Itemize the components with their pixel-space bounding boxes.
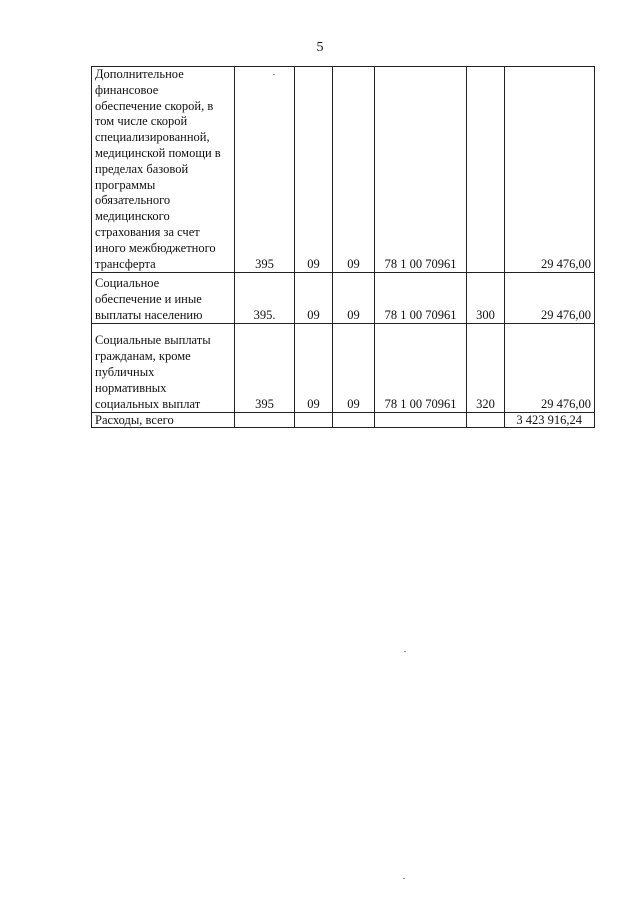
row-col2-cell: 09 [295,324,333,413]
row-col1-cell [235,413,295,428]
row-col2-cell [295,413,333,428]
row-amount-cell: 29 476,00 [505,67,595,273]
row-col2-cell: 09 [295,67,333,273]
scan-speck [404,651,406,652]
row-col5-cell [467,67,505,273]
row-col1-cell: 395 [235,67,295,273]
row-name-cell: Дополнительное финансовое обеспечение скорой, в том числе скорой специализированной, медицинской помощи в пределах базовой программы обязательного медицинского страхования за счет иного межбюджетного трансферта [92,67,235,273]
table-row [92,67,595,273]
row-col3-cell: 09 [333,324,375,413]
row-col5-cell: 300 [467,273,505,324]
scan-speck [273,74,275,75]
row-col3-cell [333,413,375,428]
row-amount-cell: 29 476,00 [505,324,595,413]
scan-speck [403,878,405,879]
row-col2-cell: 09 [295,273,333,324]
table-row [92,324,595,413]
row-col4-cell: 78 1 00 70961 [375,324,467,413]
expenditure-table [91,66,595,428]
row-col3-cell: 09 [333,67,375,273]
row-col4-cell [375,413,467,428]
row-col3-cell: 09 [333,273,375,324]
row-col5-cell: 320 [467,324,505,413]
table-row [92,273,595,324]
row-name-cell: Социальные выплаты гражданам, кроме публичных нормативных социальных выплат [92,324,235,413]
row-col4-cell: 78 1 00 70961 [375,273,467,324]
row-col5-cell [467,413,505,428]
row-col4-cell: 78 1 00 70961 [375,67,467,273]
row-amount-cell: 29 476,00 [505,273,595,324]
row-name-cell: Социальное обеспечение и иные выплаты населению [92,273,235,324]
page-number: 5 [316,40,324,55]
total-amount-cell: 3 423 916,24 [505,413,595,428]
total-label-cell: Расходы, всего [92,413,235,428]
row-col1-cell: 395 [235,324,295,413]
row-col1-cell: 395. [235,273,295,324]
total-row [92,413,595,428]
